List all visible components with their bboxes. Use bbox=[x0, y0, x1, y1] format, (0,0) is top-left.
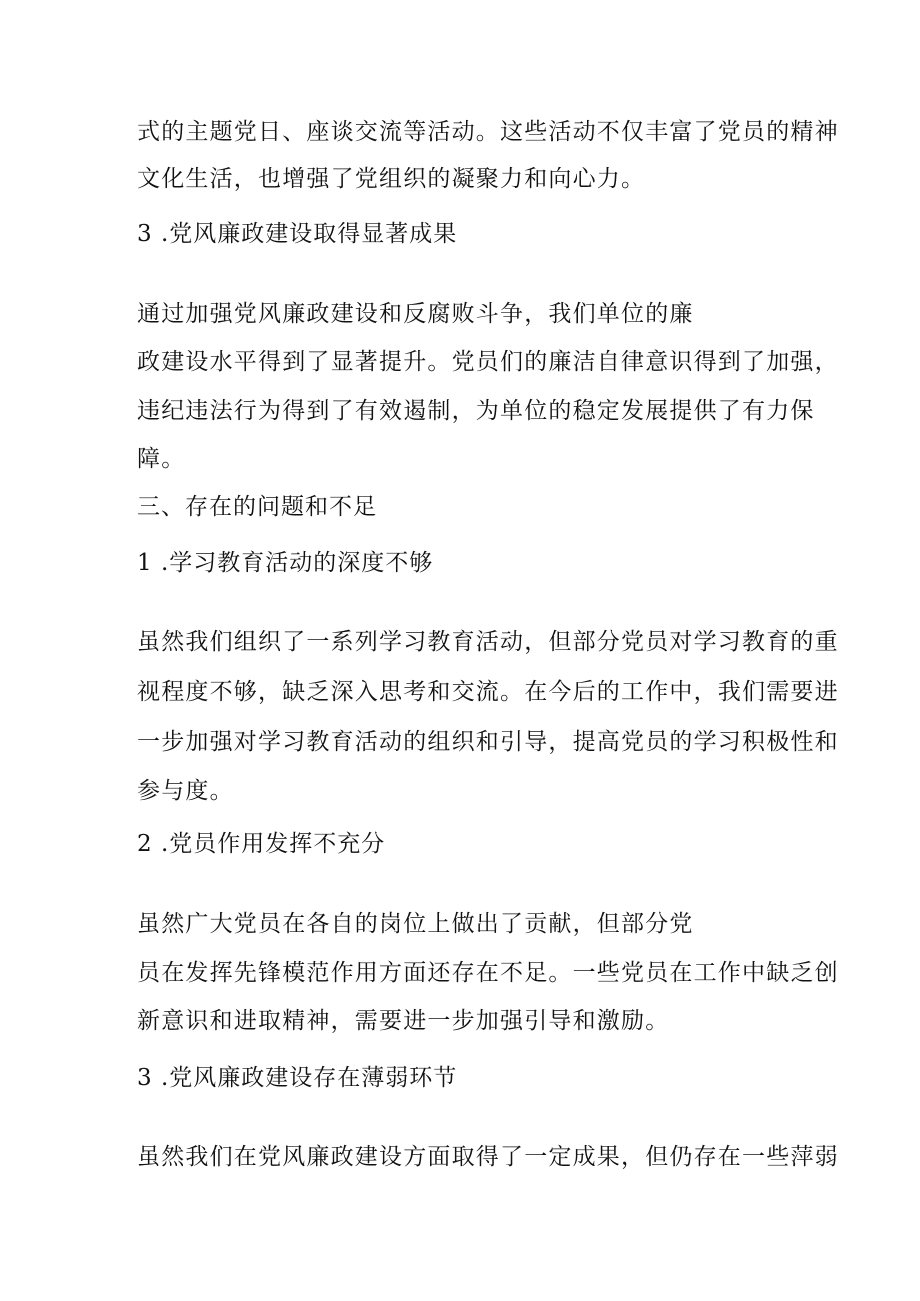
paragraph-line: 政建设水平得到了显著提升。党员们的廉洁自律意识得到了加强， bbox=[137, 349, 839, 375]
section-heading: 2 .党员作用发挥不充分 bbox=[137, 831, 386, 857]
paragraph-line: 一步加强对学习教育活动的组织和引导，提高党员的学习积极性和 bbox=[137, 729, 839, 755]
paragraph-line: 文化生活，也增强了党组织的凝聚力和向心力。 bbox=[137, 166, 646, 192]
paragraph-line: 虽然广大党员在各自的岗位上做出了贡献，但部分党 bbox=[137, 911, 694, 937]
paragraph-line: 视程度不够，缺乏深入思考和交流。在今后的工作中，我们需要进 bbox=[137, 679, 839, 705]
paragraph-line: 员在发挥先锋模范作用方面还存在不足。一些党员在工作中缺乏创 bbox=[137, 960, 839, 986]
section-heading: 三、存在的问题和不足 bbox=[137, 494, 377, 520]
section-heading: 1 .学习教育活动的深度不够 bbox=[137, 550, 434, 576]
paragraph-line: 虽然我们组织了一系列学习教育活动，但部分党员对学习教育的重 bbox=[137, 629, 839, 655]
paragraph-line: 障。 bbox=[137, 446, 186, 472]
paragraph-line: 新意识和进取精神，需要进一步加强引导和激励。 bbox=[137, 1008, 670, 1034]
paragraph-line: 违纪违法行为得到了有效遏制，为单位的稳定发展提供了有力保 bbox=[137, 398, 815, 424]
section-heading: 3 .党风廉政建设存在薄弱环节 bbox=[137, 1065, 458, 1091]
paragraph-line: 式的主题党日、座谈交流等活动。这些活动不仅丰富了党员的精神 bbox=[137, 119, 839, 145]
section-heading: 3 .党风廉政建设取得显著成果 bbox=[137, 221, 458, 247]
paragraph-line: 参与度。 bbox=[137, 778, 234, 804]
paragraph-line: 虽然我们在党风廉政建设方面取得了一定成果，但仍存在一些萍弱 bbox=[137, 1144, 839, 1170]
paragraph-line: 通过加强党风廉政建设和反腐败斗争，我们单位的廉 bbox=[137, 301, 694, 327]
